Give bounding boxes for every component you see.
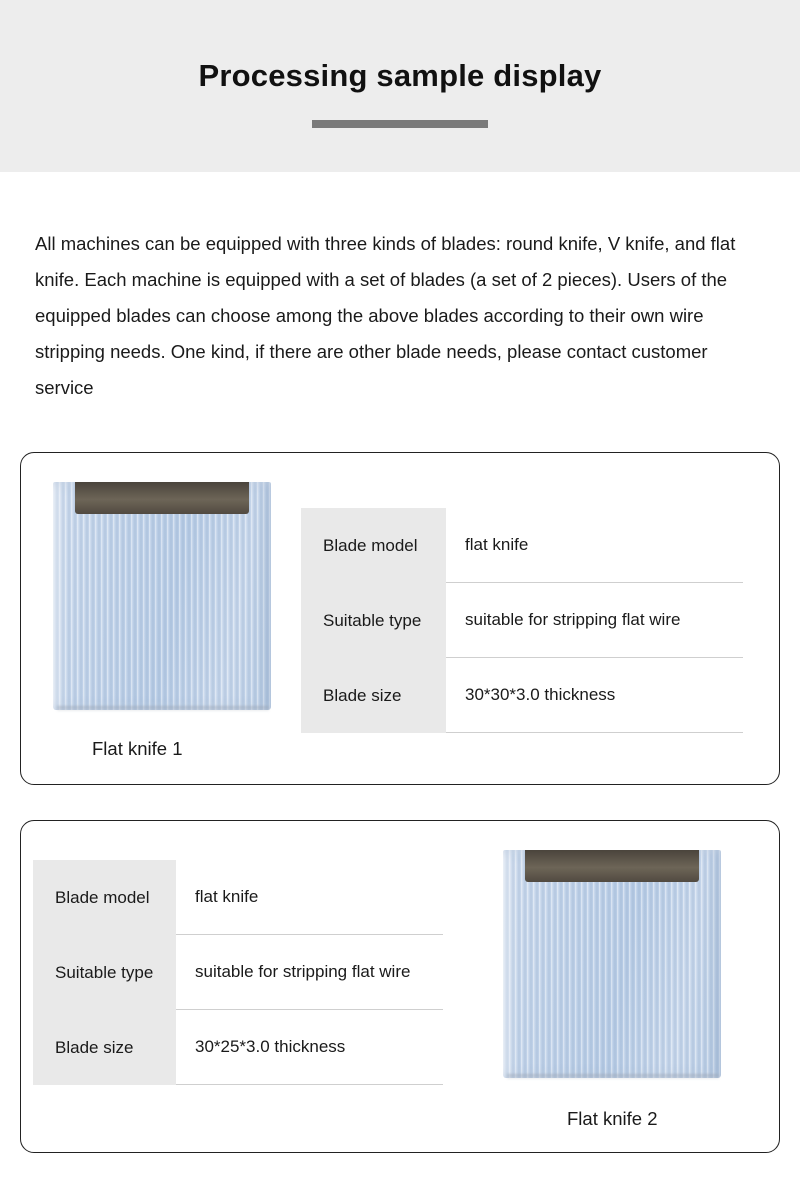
blade-caption-1: Flat knife 1: [92, 738, 183, 759]
spec-label-suitable-type-1: Suitable type: [301, 583, 446, 658]
spec-value-blade-size-2: 30*25*3.0 thickness: [176, 1010, 443, 1085]
spec-label-blade-size-2: Blade size: [33, 1010, 176, 1085]
page-header: [0, 0, 800, 172]
blade-image-1: [53, 482, 271, 710]
spec-value-blade-model-1: flat knife: [446, 508, 743, 583]
blade-shadow-2: [507, 1074, 719, 1080]
blade-shadow-1: [57, 706, 269, 712]
spec-label-blade-model-2: Blade model: [33, 860, 176, 935]
spec-label-blade-model-1: Blade model: [301, 508, 446, 583]
page-title: Processing sample display: [198, 58, 602, 93]
spec-value-blade-model-2: flat knife: [176, 860, 443, 935]
title-underline-rule: [312, 120, 488, 128]
blade-image-2: [503, 850, 721, 1078]
blade-caption-2: Flat knife 2: [567, 1108, 658, 1129]
blade-slot-1: [75, 482, 249, 514]
spec-value-blade-size-1: 30*30*3.0 thickness: [446, 658, 743, 733]
blade-body-1: [53, 482, 271, 710]
blade-slot-2: [525, 850, 699, 882]
spec-table-1: [301, 508, 743, 733]
intro-paragraph: All machines can be equipped with three kinds of blades: round knife, V knife, and flat knife. Each machine is equipped with a set of blades (a set of 2 pieces). Users of the equipped blades can choose among the above blades according to their own wire stripping needs. One kind, if there are other blade needs, please contact customer service: [35, 233, 736, 398]
spec-table-2: [33, 860, 443, 1085]
blade-body-2: [503, 850, 721, 1078]
spec-value-suitable-type-1: suitable for stripping flat wire: [446, 583, 743, 658]
spec-label-blade-size-1: Blade size: [301, 658, 446, 733]
spec-value-suitable-type-2: suitable for stripping flat wire: [176, 935, 443, 1010]
spec-label-suitable-type-2: Suitable type: [33, 935, 176, 1010]
